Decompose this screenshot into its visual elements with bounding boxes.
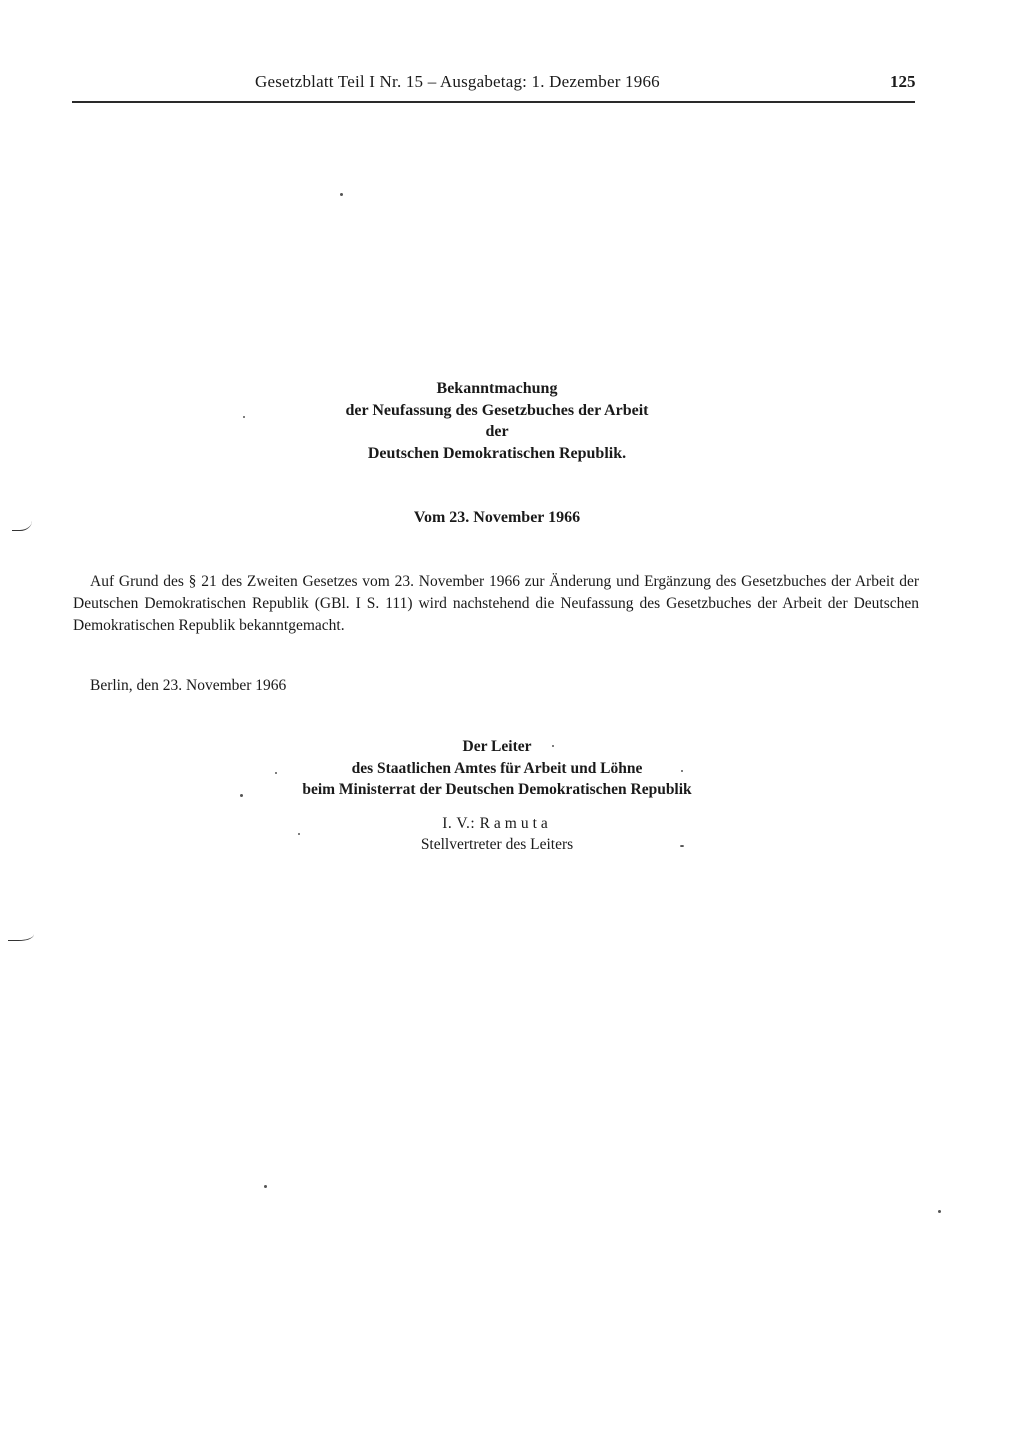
signer-name-line (0, 813, 1024, 834)
signature-line-1: Der Leiter (462, 738, 532, 755)
signature-line-2: des Staatlichen Amtes für Arbeit und Löhne (351, 759, 643, 777)
date-line (0, 509, 1024, 527)
signature-line-3: beim Ministerrat der Deutschen Demokratischen Republik (302, 781, 692, 798)
signer-prefix: I. V.: (442, 815, 476, 832)
body-paragraph: Auf Grund des § 21 des Zweiten Gesetzes vom 23. November 1966 zur Änderung und Ergänzung des Gesetzbuches der Arbeit der Deutschen Demokratischen Republik (GBl. I S. 111) wird nachstehend die Neufassung des Gesetzbuches der Arbeit der Deutschen Demokratischen Republik bekanntgemacht. (73, 573, 919, 634)
title-line-3: der (485, 423, 509, 440)
document-title (0, 378, 1024, 464)
title-line-4: Deutschen Demokratischen Republik. (367, 444, 627, 462)
title-line-1: Bekanntmachung (436, 380, 558, 397)
date-line-text: Vom 23. November 1966 (413, 509, 581, 526)
signature-block (0, 736, 1024, 801)
title-line-2: der Neufassung des Gesetzbuches der Arbeit (345, 401, 649, 419)
header-rule (72, 101, 915, 103)
scan-speck (240, 794, 243, 797)
scan-speck (680, 845, 684, 847)
place-date: Berlin, den 23. November 1966 (90, 677, 287, 694)
signer-block (0, 813, 1024, 855)
scan-speck (552, 745, 554, 747)
scan-speck (264, 1185, 267, 1188)
signer-role: Stellvertreter des Leiters (420, 836, 574, 853)
scan-speck (681, 770, 683, 772)
scan-speck (298, 833, 300, 835)
scan-speck (938, 1210, 941, 1213)
margin-mark (12, 514, 32, 531)
page-number: 125 (890, 72, 916, 91)
signer-name: Ramuta (479, 815, 552, 832)
scan-speck (340, 193, 343, 196)
scan-speck (275, 772, 277, 774)
running-header: Gesetzblatt Teil I Nr. 15 – Ausgabetag: 1. Dezember 1966 (255, 72, 660, 91)
scan-speck (243, 416, 245, 418)
margin-mark (8, 930, 34, 941)
